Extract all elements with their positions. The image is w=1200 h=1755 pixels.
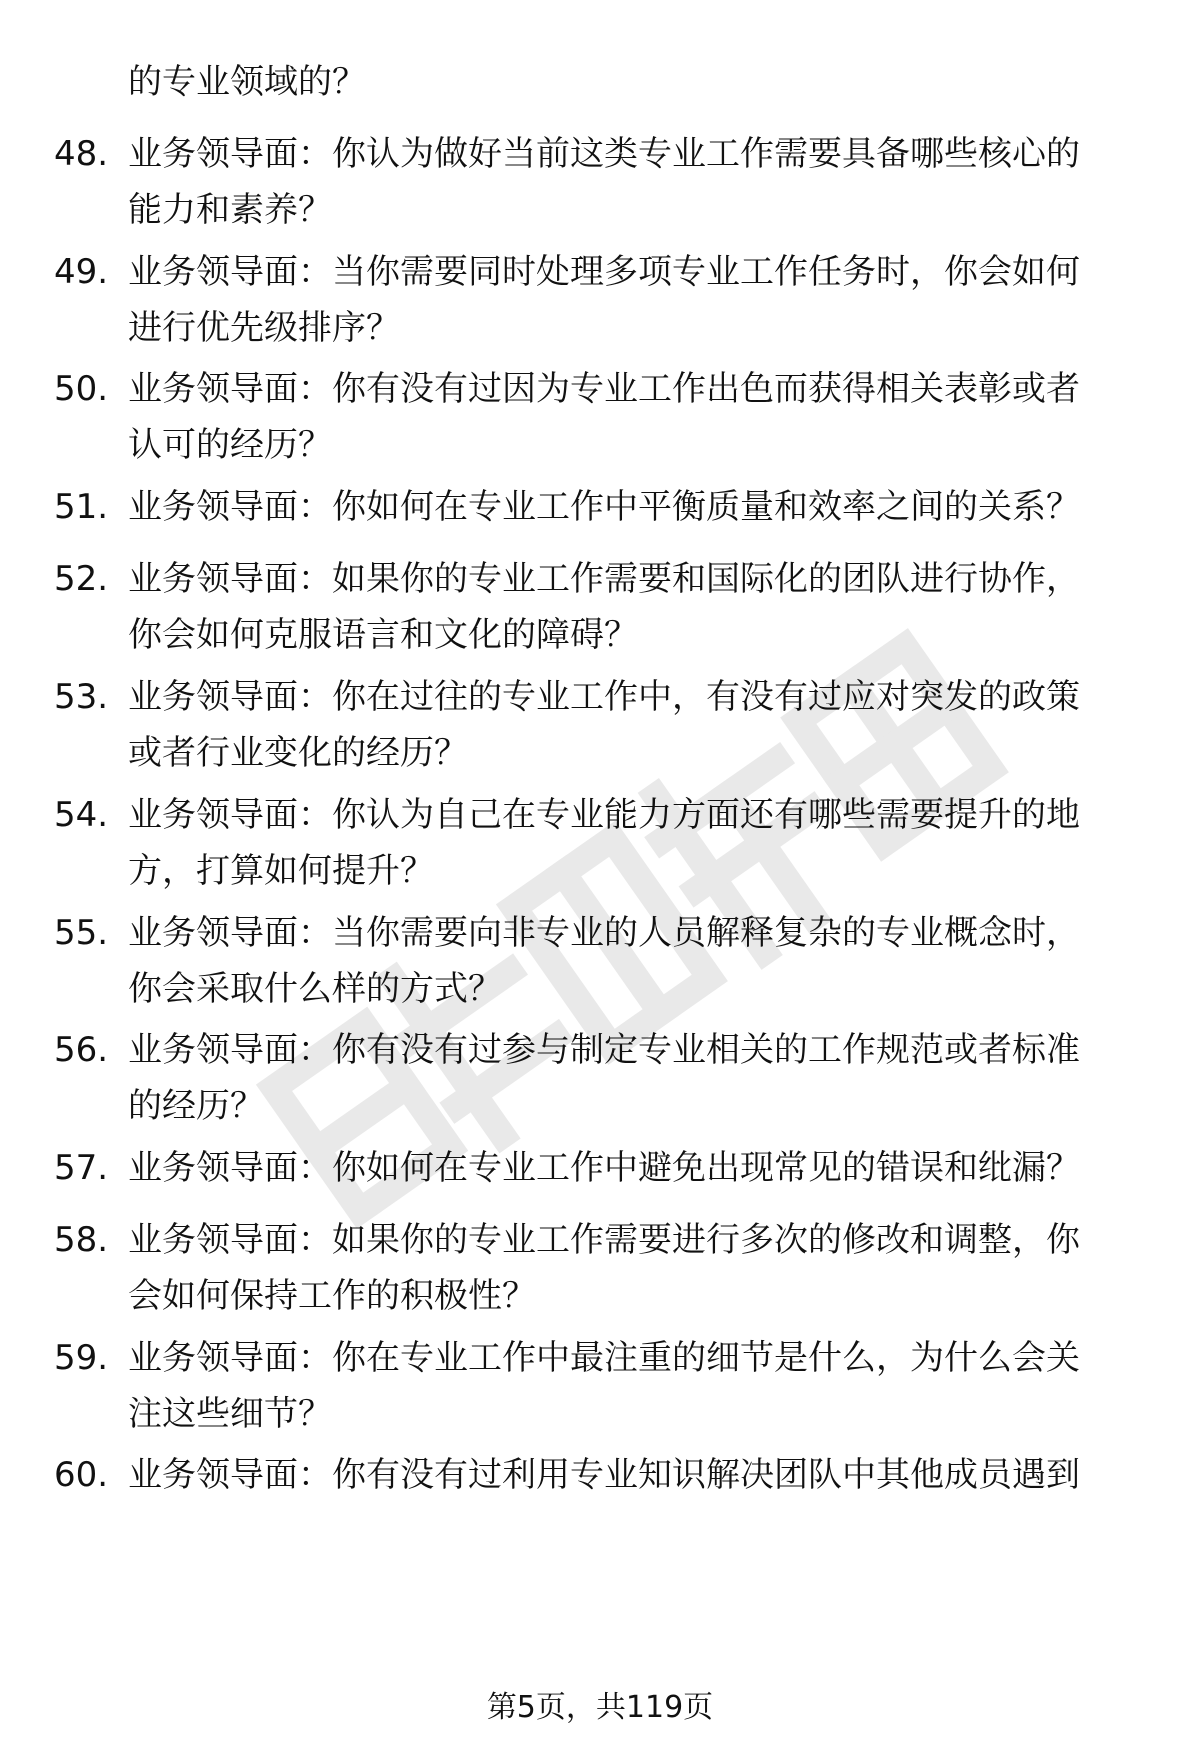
question-text: [128, 551, 1143, 663]
page-footer: 第5页，共119页: [486, 1690, 714, 1725]
question-line: 业务领导面：你如何在专业工作中避免出现常见的错误和纰漏？: [128, 1148, 1080, 1188]
question-line: 方，打算如何提升？: [128, 851, 434, 891]
question-line: 注这些细节？: [128, 1394, 332, 1434]
question-line: 你会如何克服语言和文化的障碍？: [128, 615, 638, 655]
question-line: 业务领导面：你如何在专业工作中平衡质量和效率之间的关系？: [128, 487, 1080, 527]
question-number: 54.: [54, 795, 109, 835]
question-number: 49.: [54, 252, 109, 292]
question-number: 50.: [54, 369, 109, 409]
question-number: 60.: [54, 1455, 109, 1495]
question-text: [128, 361, 1143, 473]
question-number: 59.: [54, 1338, 109, 1378]
question-text: [128, 669, 1143, 781]
question-text: [128, 905, 1143, 1017]
question-line: 业务领导面：当你需要同时处理多项专业工作任务时，你会如何: [128, 252, 1080, 292]
question-line: 业务领导面：你在过往的专业工作中，有没有过应对突发的政策: [128, 677, 1080, 717]
question-line: 或者行业变化的经历？: [128, 733, 468, 773]
question-line: 业务领导面：你认为自己在专业能力方面还有哪些需要提升的地: [128, 795, 1080, 835]
question-number: 52.: [54, 559, 109, 599]
question-line: 认可的经历？: [128, 425, 332, 465]
question-line: 的经历？: [128, 1086, 264, 1126]
question-text: [128, 1212, 1143, 1324]
question-text: [128, 1447, 1143, 1503]
question-line: 业务领导面：你有没有过因为专业工作出色而获得相关表彰或者: [128, 369, 1080, 409]
question-number: 58.: [54, 1220, 109, 1260]
question-number: 48.: [54, 134, 109, 174]
question-text: [128, 1330, 1143, 1442]
question-line: 能力和素养？: [128, 190, 332, 230]
question-text: [128, 479, 1143, 535]
question-line: 业务领导面：如果你的专业工作需要和国际化的团队进行协作，: [128, 559, 1080, 599]
question-number: 57.: [54, 1148, 109, 1188]
question-text: [128, 1022, 1143, 1134]
question-number: 51.: [54, 487, 109, 527]
question-line: 业务领导面：你有没有过参与制定专业相关的工作规范或者标准: [128, 1030, 1080, 1070]
question-line: 业务领导面：你有没有过利用专业知识解决团队中其他成员遇到: [128, 1455, 1080, 1495]
question-line: 你会采取什么样的方式？: [128, 969, 502, 1009]
question-line: 进行优先级排序？: [128, 308, 400, 348]
question-number: 56.: [54, 1030, 109, 1070]
continuation-text: 的专业领域的？: [128, 62, 366, 102]
question-text: [128, 1140, 1143, 1196]
question-line: 业务领导面：当你需要向非专业的人员解释复杂的专业概念时，: [128, 913, 1080, 953]
question-number: 53.: [54, 677, 109, 717]
question-line: 业务领导面：你认为做好当前这类专业工作需要具备哪些核心的: [128, 134, 1080, 174]
question-text: [128, 244, 1143, 356]
question-line: 业务领导面：你在专业工作中最注重的细节是什么，为什么会关: [128, 1338, 1080, 1378]
question-text: [128, 787, 1143, 899]
question-text: [128, 126, 1143, 238]
question-line: 会如何保持工作的积极性？: [128, 1276, 536, 1316]
question-number: 55.: [54, 913, 109, 953]
question-line: 业务领导面：如果你的专业工作需要进行多次的修改和调整，你: [128, 1220, 1080, 1260]
